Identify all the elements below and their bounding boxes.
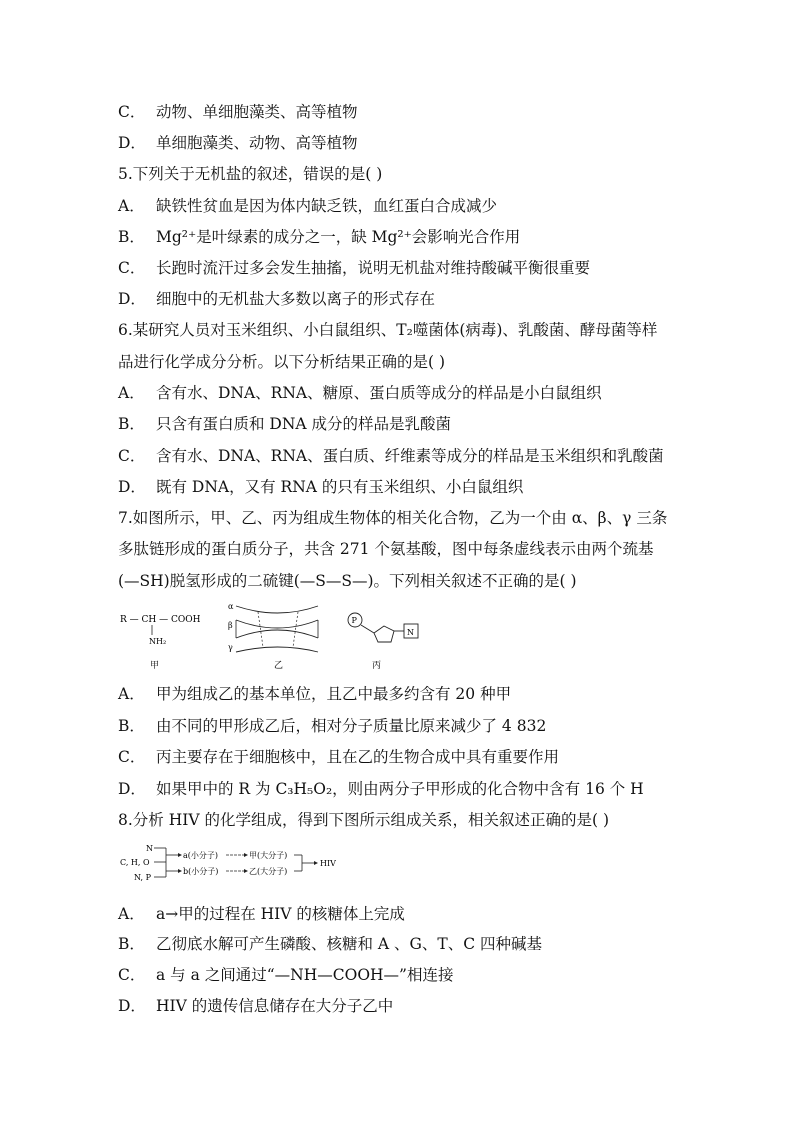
option-text: 细胞中的无机盐大多数以离子的形式存在 (156, 290, 436, 308)
arrowhead-jia (244, 853, 248, 857)
q6-stem-line1: 6.某研究人员对玉米组织、小白鼠组织、T₂噬菌体(病毒)、乳酸菌、酵母菌等样 (118, 321, 658, 339)
q7-option-b (118, 716, 546, 736)
option-label: D． (118, 290, 146, 308)
yi-beta-label: β (228, 621, 233, 630)
q8-figure (118, 840, 358, 892)
option-text: 只含有蛋白质和 DNA 成分的样品是乳酸菌 (156, 415, 452, 433)
jia-caption: 甲 (150, 661, 160, 671)
q8-stem: 8.分析 HIV 的化学组成，得到下图所示组成关系，相关叙述正确的是( ) (118, 811, 609, 829)
option-label: C． (118, 966, 146, 984)
yi-big-label: 乙(大分子) (249, 867, 288, 876)
jia-formula-bottom: NH₂ (149, 637, 167, 646)
yi-alpha-label: α (228, 602, 234, 611)
option-text: 丙主要存在于细胞核中，且在乙的生物合成中具有重要作用 (156, 748, 560, 766)
q7-option-d (118, 779, 644, 799)
option-label: D． (118, 134, 146, 152)
beta-chain-top (236, 620, 318, 628)
q6-option-c (118, 446, 664, 466)
arrowhead-hiv (314, 861, 318, 865)
q5-option-d (118, 289, 435, 309)
arrowhead-a (178, 853, 182, 857)
arrowhead-yi (244, 869, 248, 873)
option-label: C． (118, 259, 146, 277)
bing-p-label: P (351, 616, 357, 625)
option-text: 含有水、DNA、RNA、糖原、蛋白质等成分的样品是小白鼠组织 (156, 384, 602, 402)
n-top-label: N (146, 844, 153, 853)
option-label: C． (118, 748, 146, 766)
yi-protein-diagram (228, 602, 318, 652)
option-label: C． (118, 447, 146, 465)
q4-option-c (118, 102, 358, 122)
jia-big-label: 甲(大分子) (249, 851, 288, 860)
q7-stem-line3: (—SH)脱氢形成的二硫键(—S—S—)。下列相关叙述不正确的是( ) (118, 572, 577, 590)
q6-option-a (118, 383, 602, 403)
beta-chain-bottom (236, 630, 318, 638)
bing-nucleotide (348, 613, 418, 642)
cho-label: C, H, O (120, 858, 150, 867)
q5-stem: 5.下列关于无机盐的叙述，错误的是( ) (118, 165, 383, 183)
option-label: A． (118, 197, 145, 215)
option-label: D． (118, 780, 146, 798)
option-text: 由不同的甲形成乙后，相对分子质量比原来减少了 4 832 (156, 717, 547, 735)
q5-option-c (118, 258, 590, 278)
option-label: D． (118, 997, 146, 1015)
q5-option-a (118, 196, 497, 216)
option-text: 单细胞藻类、动物、高等植物 (156, 134, 358, 152)
q8-option-b (118, 934, 542, 954)
option-label: A． (118, 384, 145, 402)
q8-option-c (118, 965, 453, 985)
option-text: 既有 DNA，又有 RNA 的只有玉米组织、小白鼠组织 (156, 478, 524, 496)
a-small-label: a(小分子) (183, 851, 219, 860)
yi-caption: 乙 (274, 661, 284, 671)
option-label: B． (118, 228, 145, 246)
option-label: A． (118, 905, 145, 923)
arrowhead-b (178, 869, 182, 873)
q8-option-d (118, 996, 393, 1016)
q7-figure (118, 598, 438, 676)
q4-option-d (118, 133, 358, 153)
option-text: Mg²⁺是叶绿素的成分之一，缺 Mg²⁺会影响光合作用 (156, 228, 521, 246)
option-label: C． (118, 103, 146, 121)
q6-stem-line2: 品进行化学成分分析。以下分析结果正确的是( ) (118, 353, 446, 371)
option-label: B． (118, 717, 145, 735)
alpha-chain (236, 606, 318, 613)
option-label: A． (118, 685, 145, 703)
option-text: 长跑时流汗过多会发生抽搐，说明无机盐对维持酸碱平衡很重要 (156, 259, 591, 277)
bing-caption: 丙 (372, 661, 382, 671)
pentose-ring (374, 626, 394, 642)
q7-option-a (118, 684, 511, 704)
option-label: B． (118, 415, 145, 433)
q7-stem-line2: 多肽链形成的蛋白质分子，共含 271 个氨基酸，图中每条虚线表示由两个巯基 (118, 540, 654, 558)
option-label: B． (118, 935, 145, 953)
q7-stem-line1: 7.如图所示，甲、乙、丙为组成生物体的相关化合物，乙为一个由 α、β、γ 三条 (118, 509, 668, 527)
disulfide-bond-right (293, 612, 298, 647)
disulfide-bond-left (258, 612, 263, 647)
option-text: 含有水、DNA、RNA、蛋白质、纤维素等成分的样品是玉米组织和乳酸菌 (156, 447, 664, 465)
phosphate-sugar-bond (361, 625, 374, 633)
q6-option-b (118, 414, 451, 434)
q8-option-a (118, 904, 405, 924)
option-text: a→甲的过程在 HIV 的核糖体上完成 (156, 905, 405, 923)
q6-option-d (118, 477, 523, 497)
option-text: 甲为组成乙的基本单位，且乙中最多约含有 20 种甲 (156, 685, 512, 703)
q7-option-c (118, 747, 559, 767)
option-text: 乙彻底水解可产生磷酸、核糖和 A 、G、T、C 四种碱基 (156, 935, 543, 953)
np-label: N, P (134, 873, 151, 882)
option-text: 缺铁性贫血是因为体内缺乏铁，血红蛋白合成减少 (156, 197, 498, 215)
option-text: HIV 的遗传信息储存在大分子乙中 (156, 997, 394, 1015)
bing-n-label: N (407, 628, 414, 637)
option-label: D． (118, 478, 146, 496)
option-text: 动物、单细胞藻类、高等植物 (156, 103, 358, 121)
jia-formula-top: R — CH — COOH (120, 615, 201, 625)
hiv-label: HIV (320, 859, 336, 868)
yi-gamma-label: γ (228, 643, 233, 652)
b-small-label: b(小分子) (183, 867, 219, 876)
q5-option-b (118, 227, 520, 247)
option-text: a 与 a 之间通过“—NH—COOH—”相连接 (156, 966, 454, 984)
gamma-chain (236, 647, 318, 652)
option-text: 如果甲中的 R 为 C₃H₅O₂，则由两分子甲形成的化合物中含有 16 个 H (156, 780, 644, 798)
